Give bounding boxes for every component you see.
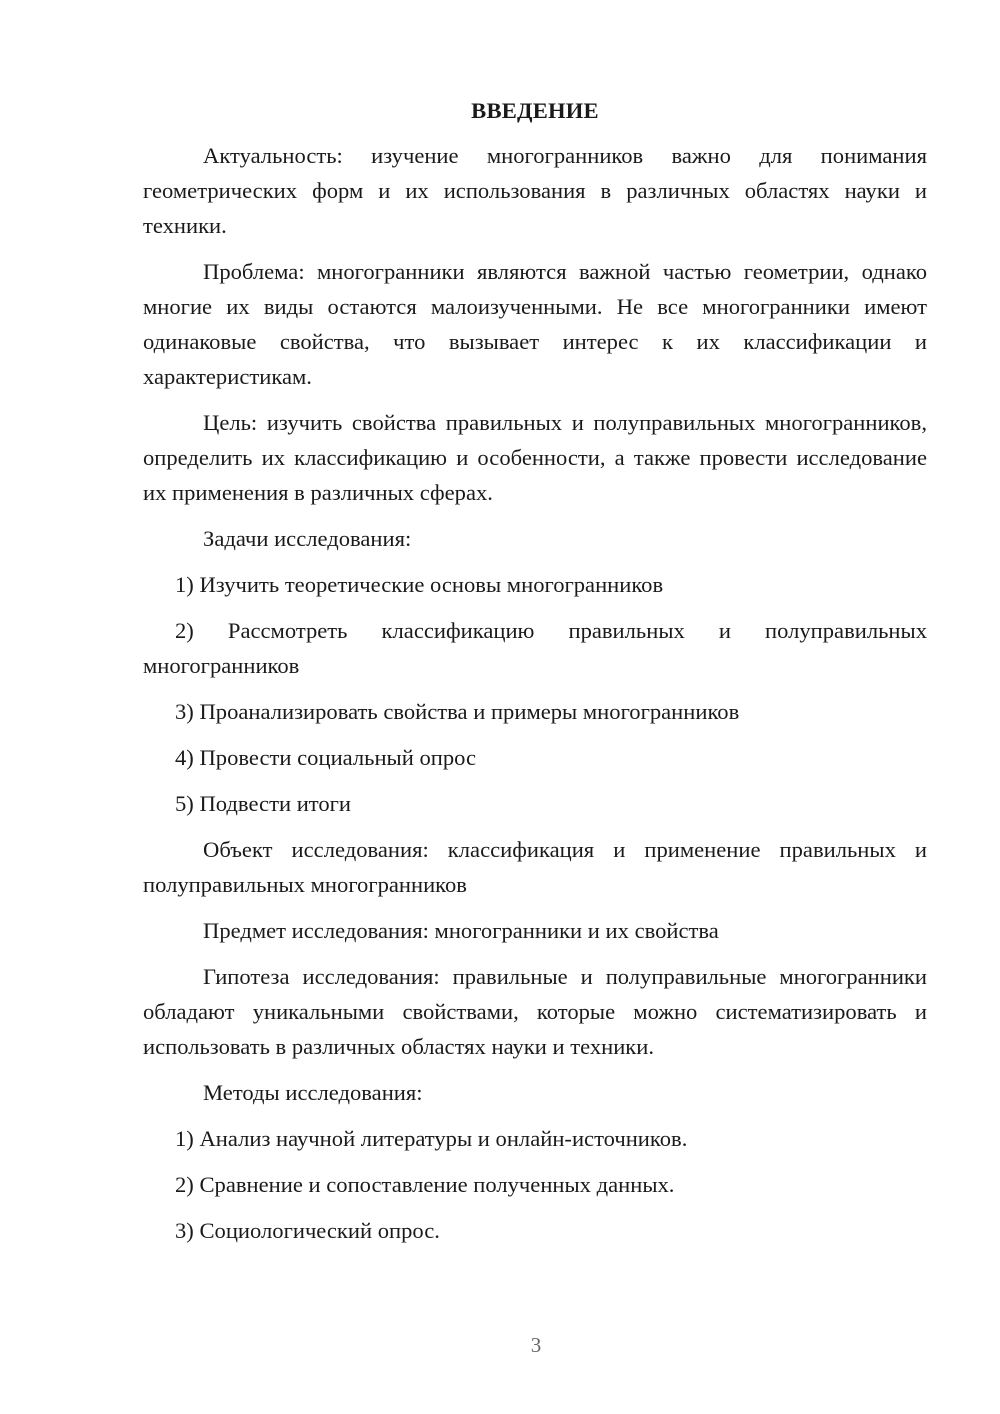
method-item-3: 3) Социологический опрос. <box>175 1218 440 1243</box>
task-item-3: 3) Проанализировать свойства и примеры многогранников <box>175 699 740 724</box>
section-title: ВВЕДЕНИЕ <box>471 98 599 123</box>
task-item-2: 2) Рассмотреть классификацию правильных и полуправильных многогранников <box>143 618 927 678</box>
method-item-1: 1) Анализ научной литературы и онлайн-источников. <box>175 1126 688 1151</box>
problem-paragraph: Проблема: многогранники являются важной частью геометрии, однако многие их виды остаются малоизученными. Не все многогранники имеют одинаковые свойства, что вызывает интерес к их классификации и характеристикам. <box>143 259 927 389</box>
page-number: 3 <box>530 1333 542 1357</box>
goal-paragraph: Цель: изучить свойства правильных и полуправильных многогранников, определить их классификацию и особенности, а также провести исследование их применения в различных сферах. <box>143 410 927 505</box>
relevance-paragraph: Актуальность: изучение многогранников важно для понимания геометрических форм и их использования в различных областях науки и техники. <box>143 143 927 238</box>
methods-heading: Методы исследования: <box>203 1080 423 1105</box>
method-item-2: 2) Сравнение и сопоставление полученных данных. <box>175 1172 675 1197</box>
task-item-1: 1) Изучить теоретические основы многогранников <box>175 572 664 597</box>
document-page <box>143 96 927 1259</box>
task-item-4: 4) Провести социальный опрос <box>175 745 477 770</box>
hypothesis-paragraph: Гипотеза исследования: правильные и полуправильные многогранники обладают уникальными свойствами, которые можно систематизировать и использовать в различных областях науки и техники. <box>143 964 927 1059</box>
task-item-5: 5) Подвести итоги <box>175 791 352 816</box>
tasks-heading: Задачи исследования: <box>203 526 412 551</box>
object-paragraph: Объект исследования: классификация и применение правильных и полуправильных многогранников <box>143 837 927 897</box>
subject-paragraph: Предмет исследования: многогранники и их свойства <box>203 918 719 943</box>
